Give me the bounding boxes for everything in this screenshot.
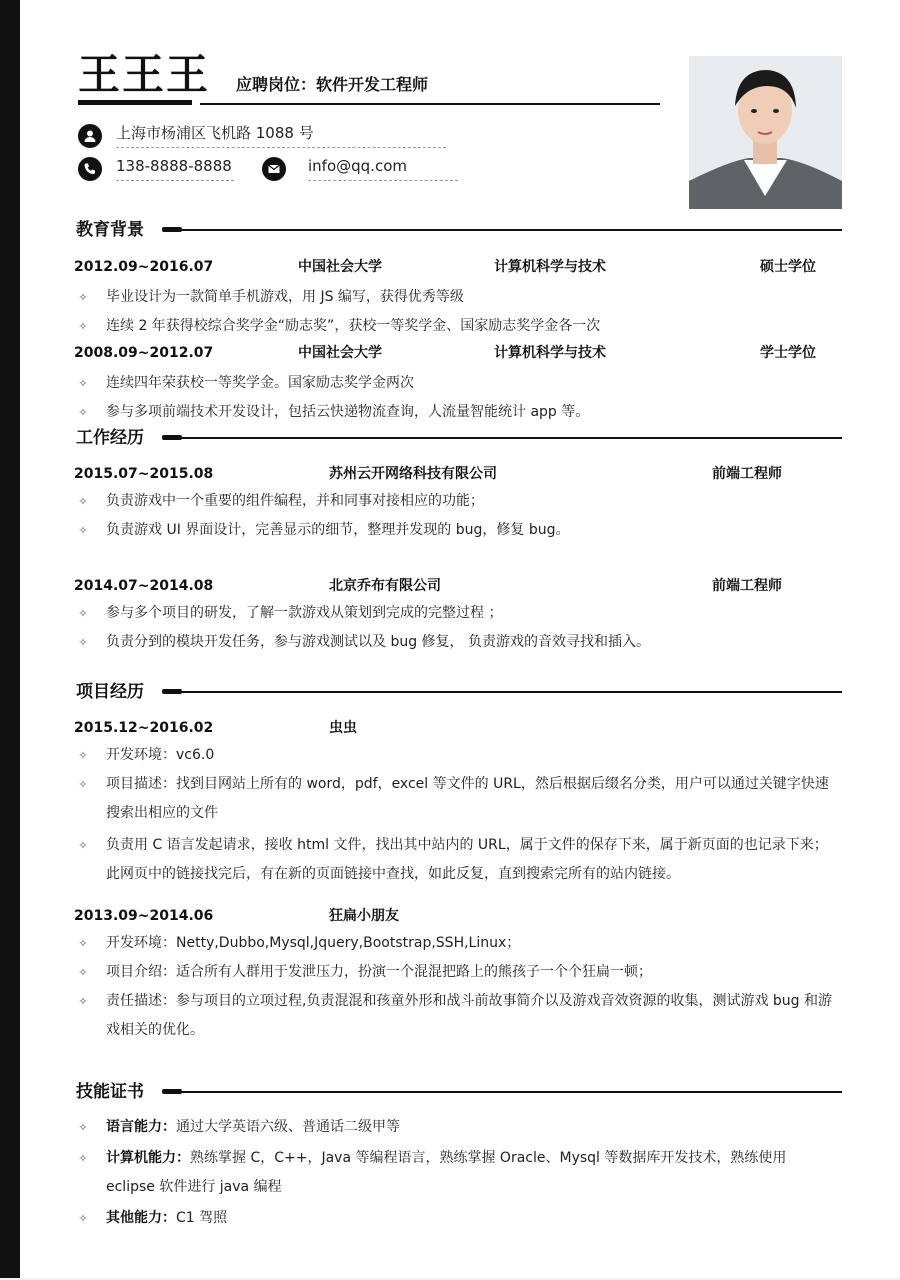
phone-row [78, 156, 234, 181]
name-underline [78, 100, 192, 105]
diamond-bullet-icon: ✧ [78, 1212, 88, 1225]
list-item: ✧ 连续四年荣获校一等奖学金。国家励志奖学金两次 [76, 369, 836, 398]
diamond-bullet-icon: ✧ [78, 377, 88, 390]
entry-role: 前端工程师 [712, 578, 782, 594]
entry-company: 北京乔布有限公司 [329, 578, 441, 594]
list-item: ✧ 项目介绍：适合所有人群用于发泄压力，扮演一个混混把路上的熊孩子一个个狂扁一顿； [76, 958, 836, 987]
phone-text[interactable]: 138-8888-8888 [116, 156, 234, 181]
section-rule [180, 437, 842, 439]
entry-company: 苏州云开网络科技有限公司 [329, 466, 497, 482]
diamond-bullet-icon: ✧ [78, 966, 88, 979]
entry-school: 中国社会大学 [298, 345, 382, 361]
list-item: ✧ 参与多个项目的研发，了解一款游戏从策划到完成的完整过程 ； [76, 599, 836, 628]
list-item: ✧ 负责游戏中一个重要的组件编程，并和同事对接相应的功能； [76, 487, 836, 516]
email-row [262, 156, 458, 181]
list-item: ✧ 开发环境：vc6.0 [76, 741, 836, 770]
section-rule-marker [162, 1089, 182, 1094]
job-target: 应聘岗位：软件开发工程师 [236, 75, 429, 94]
skill-text: C1 驾照 [176, 1210, 228, 1226]
diamond-bullet-icon: ✧ [78, 607, 88, 620]
list-item: ✧ 责任描述：参与项目的立项过程,负责混混和孩童外形和战斗前故事简介以及游戏音效资源的收集，测试游戏 bug 和游戏相关的优化。 [76, 987, 836, 1045]
candidate-name: 王王王 [78, 50, 211, 99]
list-item: ✧ 负责游戏 UI 界面设计，完善显示的细节，整理并发现的 bug，修复 bug。 [76, 516, 836, 545]
list-item: ✧ 毕业设计为一款简单手机游戏，用 JS 编写，获得优秀等级 [76, 283, 836, 312]
diamond-bullet-icon: ✧ [78, 1152, 88, 1165]
list-item: ✧ 负责分到的模块开发任务，参与游戏测试以及 bug 修复， 负责游戏的音效寻找和插入。 [76, 628, 836, 657]
list-item: ✧ 参与多项前端技术开发设计，包括云快递物流查询，人流量智能统计 app 等。 [76, 398, 836, 427]
entry-school: 中国社会大学 [298, 259, 382, 275]
list-item [76, 1113, 836, 1142]
diamond-bullet-icon: ✧ [78, 749, 88, 762]
address-row [78, 123, 446, 148]
list-item: ✧ 连续 2 年获得校综合奖学金“励志奖”，获校一等奖学金、国家励志奖学金各一次 [76, 312, 836, 341]
skill-label: 计算机能力： [106, 1150, 190, 1166]
entry-major: 计算机科学与技术 [494, 259, 606, 275]
left-decorative-bar [0, 0, 20, 1278]
mail-icon [262, 157, 286, 181]
skill-text: 通过大学英语六级、普通话二级甲等 [176, 1119, 400, 1135]
skill-label: 其他能力： [106, 1210, 176, 1226]
diamond-bullet-icon: ✧ [78, 1121, 88, 1134]
section-rule [180, 691, 842, 693]
list-item: ✧ 项目描述：找到目网站上所有的 word，pdf，excel 等文件的 URL，然后根据后缀名分类，用户可以通过关键字快速搜索出相应的文件 [76, 770, 836, 828]
diamond-bullet-icon: ✧ [78, 995, 88, 1008]
list-item: ✧ 开发环境：Netty,Dubbo,Mysql,Jquery,Bootstrap,SSH,Linux； [76, 929, 836, 958]
list-item: ✧ 负责用 C 语言发起请求，接收 html 文件，找出其中站内的 URL，属于文件的保存下来，属于新页面的也记录下来；此网页中的链接找完后，有在新的页面链接中查找，如此反复，直到搜索完所有的站内链接。 [76, 831, 836, 889]
section-rule [180, 229, 842, 231]
user-icon [78, 124, 102, 148]
section-rule [180, 1091, 842, 1093]
address-text: 上海市杨浦区飞机路 1088 号 [116, 123, 446, 148]
diamond-bullet-icon: ✧ [78, 291, 88, 304]
phone-icon [78, 157, 102, 181]
header-rule [200, 103, 660, 105]
entry-period: 2015.12~2016.02 [74, 720, 214, 736]
skill-text: 熟练掌握 C，C++，Java 等编程语言，熟练掌握 Oracle、Mysql 等数据库开发技术，熟练使用 eclipse 软件进行 java 编程 [106, 1150, 787, 1195]
diamond-bullet-icon: ✧ [78, 937, 88, 950]
section-rule-marker [162, 227, 182, 232]
entry-period: 2015.07~2015.08 [74, 466, 214, 482]
entry-period: 2008.09~2012.07 [74, 345, 214, 361]
diamond-bullet-icon: ✧ [78, 778, 88, 791]
entry-degree: 硕士学位 [760, 259, 816, 275]
section-title-skills: 技能证书 [76, 1082, 144, 1102]
section-rule-marker [162, 435, 182, 440]
diamond-bullet-icon: ✧ [78, 406, 88, 419]
section-title-education: 教育背景 [76, 220, 144, 240]
entry-major: 计算机科学与技术 [494, 345, 606, 361]
section-title-work: 工作经历 [76, 428, 144, 448]
profile-photo [689, 56, 842, 209]
entry-degree: 学士学位 [760, 345, 816, 361]
list-item [76, 1144, 836, 1202]
diamond-bullet-icon: ✧ [78, 495, 88, 508]
diamond-bullet-icon: ✧ [78, 839, 88, 852]
diamond-bullet-icon: ✧ [78, 320, 88, 333]
entry-project-name: 虫虫 [329, 720, 357, 736]
entry-project-name: 狂扁小朋友 [329, 908, 399, 924]
skill-label: 语言能力： [106, 1119, 176, 1135]
entry-role: 前端工程师 [712, 466, 782, 482]
section-title-projects: 项目经历 [76, 682, 144, 702]
email-text[interactable]: info@qq.com [308, 156, 458, 181]
section-rule-marker [162, 689, 182, 694]
list-item [76, 1204, 836, 1233]
diamond-bullet-icon: ✧ [78, 524, 88, 537]
entry-period: 2012.09~2016.07 [74, 259, 214, 275]
diamond-bullet-icon: ✧ [78, 636, 88, 649]
entry-period: 2013.09~2014.06 [74, 908, 214, 924]
entry-period: 2014.07~2014.08 [74, 578, 214, 594]
